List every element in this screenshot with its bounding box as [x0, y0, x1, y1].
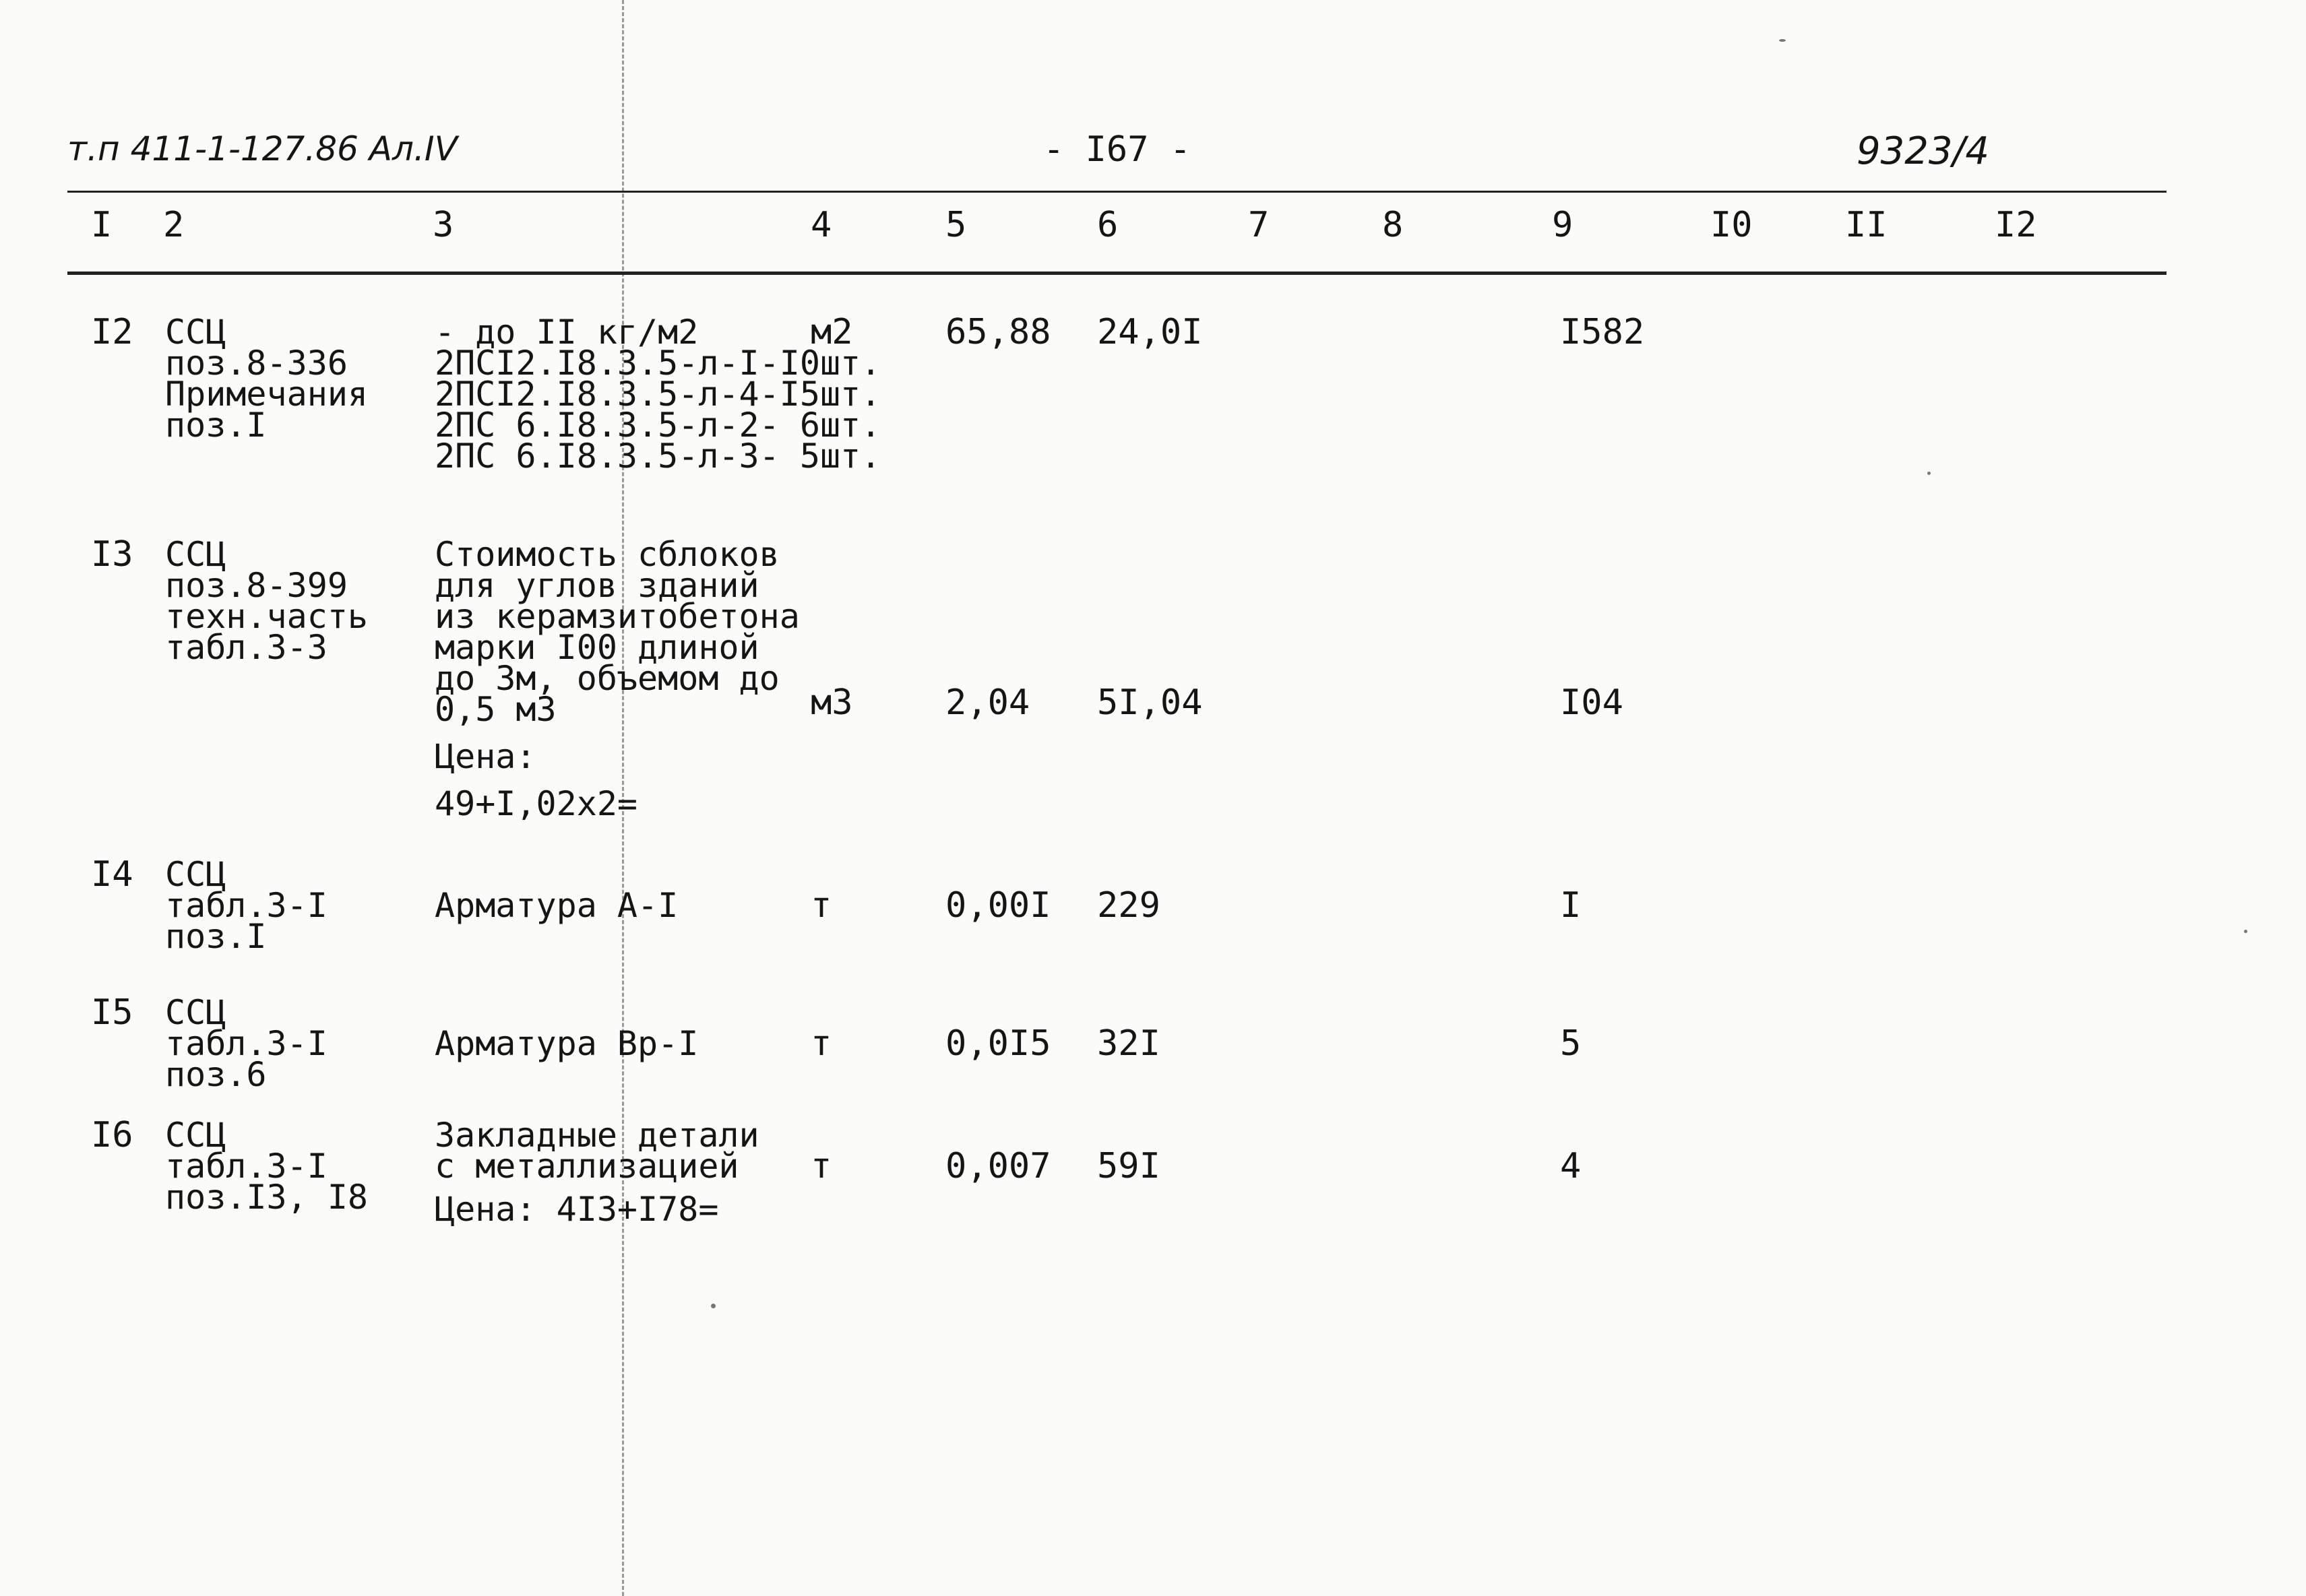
row-quantity: 0,007: [945, 1146, 1051, 1186]
scan-speck: [1779, 39, 1786, 42]
column-number-4: 4: [811, 205, 832, 245]
row-total: 4: [1560, 1146, 1582, 1186]
row-unit: т: [811, 1146, 832, 1186]
row-number: I4: [91, 854, 133, 895]
row-description: Арматура А-I: [435, 886, 679, 925]
document-reference: т.п 411-1-127.86 Ал.IV: [67, 129, 458, 168]
column-number-6: 6: [1097, 205, 1119, 245]
row-unit-price: 32I: [1097, 1023, 1160, 1064]
header-rule: [67, 191, 2167, 193]
row-total: 5: [1560, 1023, 1582, 1064]
column-number-12: I2: [1995, 205, 2037, 245]
row-unit-price: 24,0I: [1097, 312, 1203, 352]
row-unit-price: 229: [1097, 885, 1160, 926]
column-number-5: 5: [945, 205, 967, 245]
row-total: I04: [1560, 682, 1623, 723]
price-label: Цена:: [435, 737, 536, 776]
row-unit: м2: [811, 312, 853, 352]
column-number-10: I0: [1710, 205, 1753, 245]
column-number-7: 7: [1248, 205, 1270, 245]
row-number: I6: [91, 1115, 133, 1155]
row-source: ССЦ поз.8-336 Примечания поз.I: [165, 313, 369, 445]
row-quantity: 65,88: [945, 312, 1051, 352]
column-number-1: I: [91, 205, 113, 245]
row-number: I3: [91, 534, 133, 575]
scan-speck: [711, 1304, 716, 1308]
row-source: ССЦ табл.3-I поз.I3, I8: [165, 1116, 369, 1217]
column-number-11: II: [1845, 205, 1888, 245]
page-number: - I67 -: [1043, 129, 1191, 170]
sheet-code: 9323/4: [1857, 129, 1990, 173]
row-unit: м3: [811, 682, 853, 723]
row-quantity: 2,04: [945, 682, 1030, 723]
row-source: ССЦ поз.8-399 техн.часть табл.3-3: [165, 535, 369, 667]
row-description: - до II кг/м2 2ПСI2.I8.3.5-л-I-I0шт. 2ПСI2.I8.3.5-л-4-I5шт. 2ПС 6.I8.3.5-л-2- 6шт. 2ПС 6.I8.3.5-л-3- 5шт.: [435, 313, 881, 476]
price-formula: Цена: 4I3+I78=: [435, 1190, 719, 1229]
row-source: ССЦ табл.3-I поз.6: [165, 993, 328, 1094]
column-number-3: 3: [433, 205, 454, 245]
column-number-9: 9: [1552, 205, 1573, 245]
scan-speck: [1927, 472, 1931, 475]
row-source: ССЦ табл.3-I поз.I: [165, 855, 328, 956]
row-total: I582: [1560, 312, 1645, 352]
price-formula: 49+I,02х2=: [435, 784, 638, 823]
row-unit-price: 59I: [1097, 1146, 1160, 1186]
column-header-rule: [67, 272, 2167, 275]
row-unit: т: [811, 1023, 832, 1064]
row-quantity: 0,00I: [945, 885, 1051, 926]
row-unit-price: 5I,04: [1097, 682, 1203, 723]
row-description: Стоимость сблоков для углов зданий из керамзитобетона марки I00 длиной до 3м, объемом до 0,5 м3: [435, 535, 800, 729]
row-number: I5: [91, 992, 133, 1033]
row-description: Арматура Вр-I: [435, 1024, 699, 1063]
row-description: Закладные детали с металлизацией: [435, 1116, 759, 1186]
row-number: I2: [91, 312, 133, 352]
row-total: I: [1560, 885, 1582, 926]
column-number-8: 8: [1382, 205, 1404, 245]
row-unit: т: [811, 885, 832, 926]
column-number-2: 2: [163, 205, 185, 245]
scan-speck: [2244, 930, 2247, 933]
row-quantity: 0,0I5: [945, 1023, 1051, 1064]
